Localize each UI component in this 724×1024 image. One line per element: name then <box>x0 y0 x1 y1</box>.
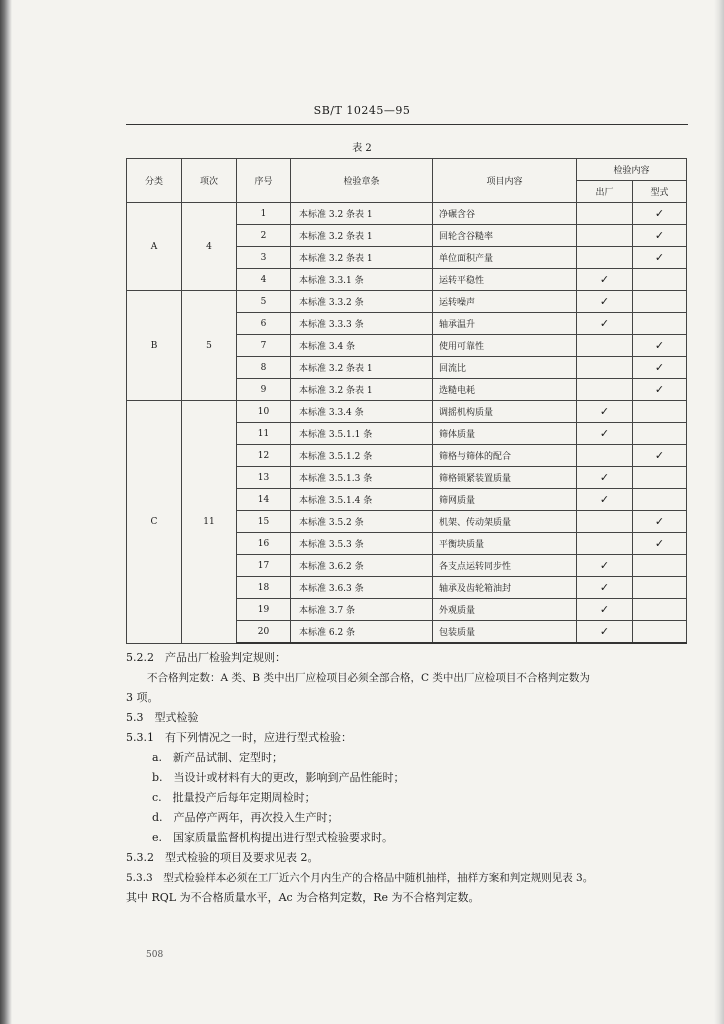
row-type-check <box>633 555 687 577</box>
row-content: 运转噪声 <box>433 291 577 313</box>
row-factory-check: ✓ <box>577 401 633 423</box>
row-factory-check: ✓ <box>577 269 633 291</box>
table-caption: 表 2 <box>352 143 372 154</box>
row-type-check <box>633 489 687 511</box>
section-5-3-title: 5.3 型式检验 <box>126 711 199 724</box>
row-factory-check: ✓ <box>577 291 633 313</box>
row-clause: 本标准 3.3.1 条 <box>291 269 433 291</box>
row-factory-check: ✓ <box>577 599 633 621</box>
section-5-3-3-line1: 5.3.3 型式检验样本必须在工厂近六个月内生产的合格品中随机抽样，抽样方案和判定规则见表 3。 <box>126 872 594 884</box>
row-content: 轴承温升 <box>433 313 577 335</box>
row-clause: 本标准 3.5.1.2 条 <box>291 445 433 467</box>
row-factory-check <box>577 379 633 401</box>
row-factory-check <box>577 225 633 247</box>
header-content: 项目内容 <box>433 159 577 203</box>
row-clause: 本标准 3.2 条表 1 <box>291 247 433 269</box>
group-count: 11 <box>182 401 237 644</box>
row-seq: 20 <box>237 621 291 644</box>
row-clause: 本标准 3.4 条 <box>291 335 433 357</box>
row-seq: 3 <box>237 247 291 269</box>
group-count: 5 <box>182 291 237 401</box>
row-seq: 11 <box>237 423 291 445</box>
inspection-table <box>126 158 687 644</box>
row-content: 回轮含谷糙率 <box>433 225 577 247</box>
section-5-3-2: 5.3.2 型式检验的项目及要求见表 2。 <box>126 851 319 864</box>
table-row <box>127 291 687 313</box>
row-seq: 14 <box>237 489 291 511</box>
row-content: 筛体质量 <box>433 423 577 445</box>
row-content: 单位面积产量 <box>433 247 577 269</box>
row-clause: 本标准 6.2 条 <box>291 621 433 644</box>
row-type-check <box>633 423 687 445</box>
row-content: 使用可靠性 <box>433 335 577 357</box>
group-category: B <box>127 291 182 401</box>
row-seq: 16 <box>237 533 291 555</box>
list-item-e: e. 国家质量监督机构提出进行型式检验要求时。 <box>152 831 394 844</box>
section-5-3-1: 5.3.1 有下列情况之一时，应进行型式检验： <box>126 731 352 744</box>
header-item-count: 项次 <box>182 159 237 203</box>
row-content: 机架、传动架质量 <box>433 511 577 533</box>
row-factory-check: ✓ <box>577 467 633 489</box>
row-seq: 10 <box>237 401 291 423</box>
section-5-3-3-line2: 其中 RQL 为不合格质量水平，Ac 为合格判定数，Re 为不合格判定数。 <box>126 891 480 904</box>
row-content: 调摇机构质量 <box>433 401 577 423</box>
row-type-check: ✓ <box>633 379 687 401</box>
row-seq: 6 <box>237 313 291 335</box>
row-factory-check: ✓ <box>577 555 633 577</box>
row-factory-check <box>577 203 633 225</box>
row-type-check <box>633 599 687 621</box>
row-seq: 7 <box>237 335 291 357</box>
row-clause: 本标准 3.2 条表 1 <box>291 357 433 379</box>
row-seq: 2 <box>237 225 291 247</box>
row-clause: 本标准 3.2 条表 1 <box>291 379 433 401</box>
row-factory-check <box>577 445 633 467</box>
list-item-b: b. 当设计或材料有大的更改，影响到产品性能时； <box>152 771 405 784</box>
row-content: 轴承及齿轮箱油封 <box>433 577 577 599</box>
row-content: 筛格锁紧装置质量 <box>433 467 577 489</box>
row-factory-check: ✓ <box>577 621 633 644</box>
row-clause: 本标准 3.5.1.1 条 <box>291 423 433 445</box>
row-content: 筛网质量 <box>433 489 577 511</box>
row-seq: 4 <box>237 269 291 291</box>
row-type-check: ✓ <box>633 225 687 247</box>
row-type-check: ✓ <box>633 357 687 379</box>
row-clause: 本标准 3.7 条 <box>291 599 433 621</box>
row-seq: 15 <box>237 511 291 533</box>
row-clause: 本标准 3.5.1.3 条 <box>291 467 433 489</box>
row-type-check <box>633 577 687 599</box>
header-type: 型式 <box>633 181 687 203</box>
row-type-check <box>633 313 687 335</box>
row-clause: 本标准 3.5.2 条 <box>291 511 433 533</box>
row-factory-check <box>577 511 633 533</box>
row-content: 包装质量 <box>433 621 577 644</box>
row-clause: 本标准 3.6.3 条 <box>291 577 433 599</box>
row-factory-check: ✓ <box>577 423 633 445</box>
row-factory-check: ✓ <box>577 577 633 599</box>
row-type-check <box>633 467 687 489</box>
row-content: 各支点运转同步性 <box>433 555 577 577</box>
row-type-check: ✓ <box>633 511 687 533</box>
table-row <box>127 203 687 225</box>
row-seq: 18 <box>237 577 291 599</box>
row-seq: 17 <box>237 555 291 577</box>
row-clause: 本标准 3.5.3 条 <box>291 533 433 555</box>
row-type-check <box>633 291 687 313</box>
row-clause: 本标准 3.3.3 条 <box>291 313 433 335</box>
header-seq: 序号 <box>237 159 291 203</box>
row-seq: 9 <box>237 379 291 401</box>
row-factory-check: ✓ <box>577 489 633 511</box>
group-category: A <box>127 203 182 291</box>
section-5-2-2-body-line1: 不合格判定数：A 类、B 类中出厂应检项目必须全部合格，C 类中出厂应检项目不合格判定数为 <box>147 672 590 684</box>
header-clause: 检验章条 <box>291 159 433 203</box>
header-rule <box>126 124 688 125</box>
row-factory-check: ✓ <box>577 313 633 335</box>
row-type-check <box>633 269 687 291</box>
group-category: C <box>127 401 182 644</box>
section-5-2-2-body-line2: 3 项。 <box>126 691 159 704</box>
list-item-d: d. 产品停产两年，再次投入生产时； <box>152 811 339 824</box>
row-seq: 13 <box>237 467 291 489</box>
row-seq: 8 <box>237 357 291 379</box>
list-item-c: c. 批量投产后每年定期周检时； <box>152 791 316 804</box>
row-clause: 本标准 3.3.2 条 <box>291 291 433 313</box>
body-text <box>126 648 688 904</box>
row-content: 回流比 <box>433 357 577 379</box>
row-factory-check <box>577 357 633 379</box>
row-factory-check <box>577 533 633 555</box>
row-type-check: ✓ <box>633 203 687 225</box>
header-factory: 出厂 <box>577 181 633 203</box>
row-clause: 本标准 3.2 条表 1 <box>291 225 433 247</box>
row-clause: 本标准 3.2 条表 1 <box>291 203 433 225</box>
row-content: 净碾含谷 <box>433 203 577 225</box>
row-content: 平衡块质量 <box>433 533 577 555</box>
row-factory-check <box>577 247 633 269</box>
row-type-check: ✓ <box>633 247 687 269</box>
row-content: 筛格与筛体的配合 <box>433 445 577 467</box>
table-row <box>127 401 687 423</box>
row-type-check: ✓ <box>633 445 687 467</box>
row-type-check: ✓ <box>633 335 687 357</box>
row-type-check <box>633 401 687 423</box>
row-clause: 本标准 3.5.1.4 条 <box>291 489 433 511</box>
group-count: 4 <box>182 203 237 291</box>
list-item-a: a. 新产品试制、定型时； <box>152 751 284 764</box>
row-type-check <box>633 621 687 644</box>
row-type-check: ✓ <box>633 533 687 555</box>
row-content: 运转平稳性 <box>433 269 577 291</box>
row-factory-check <box>577 335 633 357</box>
row-seq: 19 <box>237 599 291 621</box>
row-content: 外观质量 <box>433 599 577 621</box>
row-clause: 本标准 3.3.4 条 <box>291 401 433 423</box>
row-clause: 本标准 3.6.2 条 <box>291 555 433 577</box>
header-inspection: 检验内容 <box>577 159 687 181</box>
header-category: 分类 <box>127 159 182 203</box>
row-content: 选糙电耗 <box>433 379 577 401</box>
row-seq: 12 <box>237 445 291 467</box>
row-seq: 5 <box>237 291 291 313</box>
document-code: SB/T 10245—95 <box>313 104 411 117</box>
row-seq: 1 <box>237 203 291 225</box>
section-5-2-2-title: 5.2.2 产品出厂检验判定规则： <box>126 651 286 664</box>
page-number: 508 <box>146 950 164 960</box>
